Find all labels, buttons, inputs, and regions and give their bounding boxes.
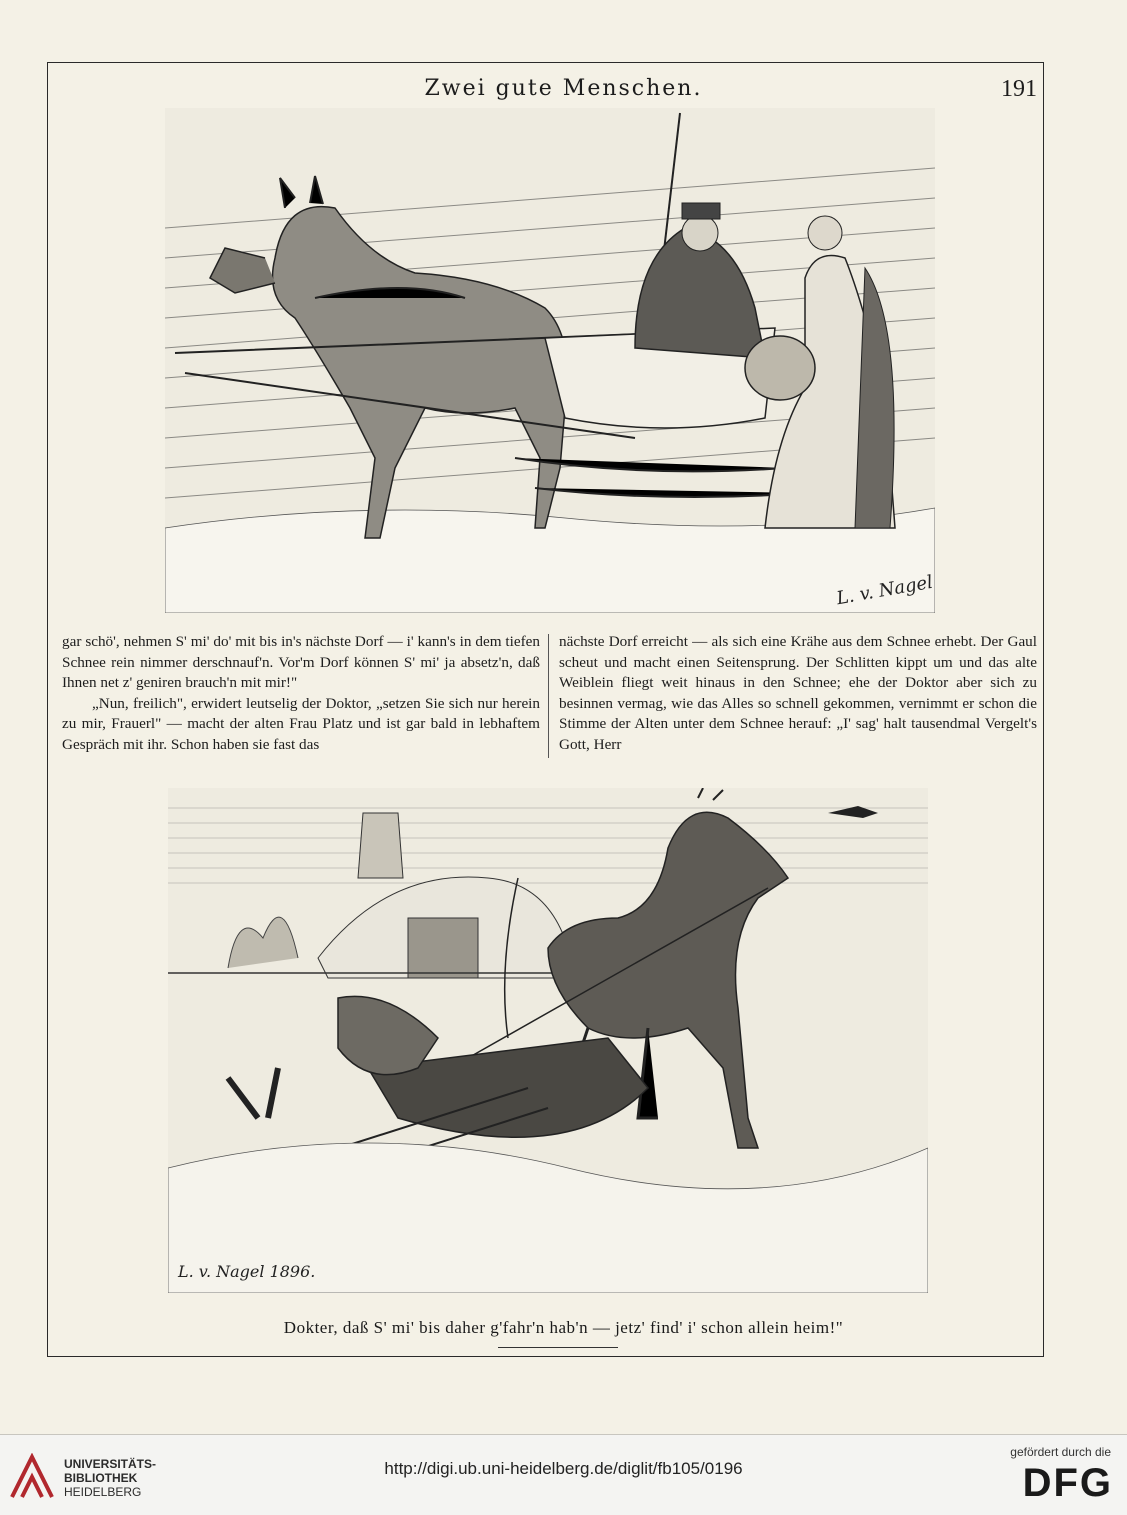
column-left xyxy=(62,632,540,755)
paragraph: gar schö', nehmen S' mi' do' mit bis in's nächste Dorf — i' kann's in dem tiefen Schnee rein nimmer derschnauf'n. Vor'm Dorf können S' mi' ja absetz'n, daß Ihnen net z' geniren brauch'n mit mir!" xyxy=(62,633,540,691)
logo-line: UNIVERSITÄTS- xyxy=(64,1457,157,1471)
paragraph: „Nun, freilich", erwidert leutselig der Doktor, „setzen Sie sich nur herein zu mir, Frauerl" — macht der alten Frau Platz und ist gar bald in lebhaftem Gespräch mit ihr. Schon haben sie fast das xyxy=(62,694,540,753)
column-right xyxy=(559,632,1037,755)
illustration-overturned-sleigh xyxy=(168,788,928,1293)
caption-rule xyxy=(498,1347,618,1348)
column-divider xyxy=(548,634,549,758)
dfg-logo: DFG xyxy=(1022,1461,1113,1505)
text-columns xyxy=(62,632,1037,762)
illustration-caption: Dokter, daß S' mi' bis daher g'fahr'n hab'n — jetz' find' i' schon allein heim!" xyxy=(283,1318,844,1337)
logo-line: BIBLIOTHEK xyxy=(64,1471,138,1485)
paragraph: nächste Dorf erreicht — als sich eine Krähe aus dem Schnee erhebt. Der Gaul scheut und macht einen Seitensprung. Der Schlitten kippt um und das alte Weiblein fliegt weit hinaus in den Schnee; ehe der Doktor aber sich zu besinnen vermag, wie das Alles so schnell gekommen, vernimmt er schon die Stimme der Alten unter dem Schnee herauf: „I' sag' halt tausendmal Vergelt's Gott, Herr xyxy=(559,633,1037,753)
permalink-url[interactable]: http://digi.ub.uni-heidelberg.de/diglit/fb105/0196 xyxy=(384,1459,743,1478)
artist-signature-top: L. v. Nagel xyxy=(834,571,935,610)
running-title: Zwei gute Menschen. xyxy=(424,76,703,101)
page-number: 191 xyxy=(1001,76,1037,102)
viewer-footer xyxy=(0,1434,1127,1515)
funding-note: gefördert durch die xyxy=(1010,1445,1111,1459)
artist-signature-bottom: L. v. Nagel 1896. xyxy=(178,1262,316,1281)
illustration-sleigh-meeting xyxy=(165,108,935,613)
logo-line: HEIDELBERG xyxy=(64,1485,142,1499)
